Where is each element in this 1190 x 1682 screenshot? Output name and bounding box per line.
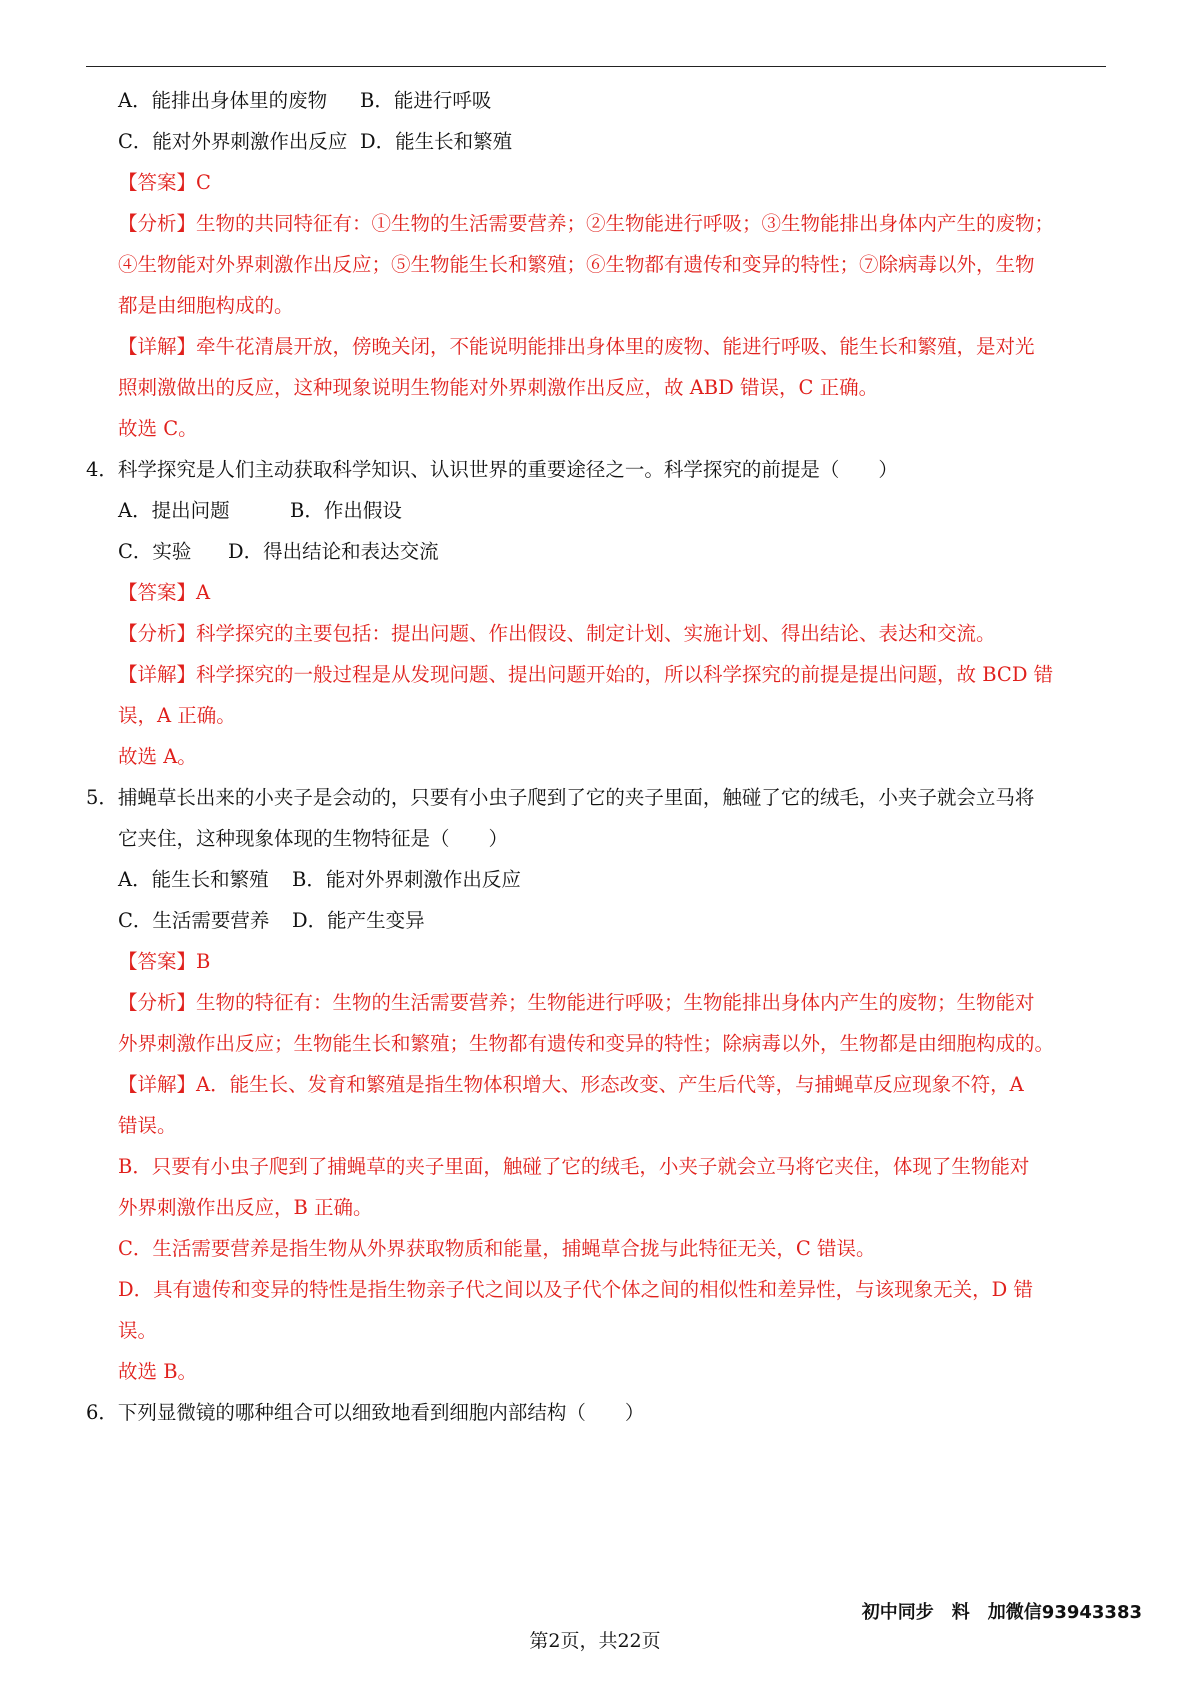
q3-option-a: A．能排出身体里的废物 [118,89,328,112]
q4-option-d: D．得出结论和表达交流 [228,540,439,563]
detail-tag: 【详解】 [118,335,197,358]
q5-stem-line-1: 5．捕蝇草长出来的小夹子是会动的，只要有小虫子爬到了它的夹子里面，触碰了它的绒毛，小夹子就会立马将 [86,786,1035,809]
q5-option-c: C．生活需要营养 [118,909,270,932]
q3-detail-line-2: 照刺激做出的反应，这种现象说明生物能对外界刺激作出反应，故 ABD 错误，C 正确。 [118,376,879,399]
header-rule [86,66,1106,67]
answer-value: C [196,171,211,194]
q5-option-d: D．能产生变异 [292,909,425,932]
q5-answer [86,941,1116,982]
q3-answer [86,162,1116,203]
q5-detail-line-1 [86,1064,1116,1105]
q5-detail-line-5: C．生活需要营养是指生物从外界获取物质和能量，捕蝇草合拢与此特征无关，C 错误。 [118,1237,876,1260]
q5-option-a: A．能生长和繁殖 [118,868,269,891]
q4-detail-line-1 [86,654,1116,695]
detail-text: A．能生长、发育和繁殖是指生物体积增大、形态改变、产生后代等，与捕蝇草反应现象不符，A [196,1073,1024,1096]
answer-value: B [196,950,211,973]
q3-options-row-2 [86,121,1116,162]
q4-options-row-1 [86,490,1116,531]
q5-analysis-line-2: 外界刺激作出反应；生物能生长和繁殖；生物都有遗传和变异的特性；除病毒以外，生物都是由细胞构成的。 [118,1032,1055,1055]
analysis-tag: 【分析】 [118,212,197,235]
answer-tag: 【答案】 [118,950,197,973]
detail-tag: 【详解】 [118,663,197,686]
q3-option-c: C．能对外界刺激作出反应 [118,130,348,153]
q4-options-row-2 [86,531,1116,572]
q3-conclusion: 故选 C。 [118,417,198,440]
analysis-tag: 【分析】 [118,622,197,645]
page-number: 第2页，共22页 [529,1630,661,1652]
q5-detail-line-3: B．只要有小虫子爬到了捕蝇草的夹子里面，触碰了它的绒毛，小夹子就会立马将它夹住，体现了生物能对 [118,1155,1030,1178]
q5-detail-line-7: 误。 [118,1319,158,1342]
q3-option-d: D．能生长和繁殖 [360,130,513,153]
q5-options-row-2 [86,900,1116,941]
q5-stem-line-2: 它夹住，这种现象体现的生物特征是（ ） [118,827,509,850]
footer-promo-note: 初中同步 料 加微信93943383 [861,1602,1142,1623]
q5-conclusion: 故选 B。 [118,1360,198,1383]
answer-tag: 【答案】 [118,171,197,194]
q4-answer [86,572,1116,613]
q4-stem: 4．科学探究是人们主动获取科学知识、认识世界的重要途径之一。科学探究的前提是（ ） [86,458,898,481]
q5-detail-line-4: 外界刺激作出反应，B 正确。 [118,1196,373,1219]
q4-detail-line-2: 误，A 正确。 [118,704,236,727]
q4-option-c: C．实验 [118,540,192,563]
q3-option-b: B．能进行呼吸 [360,89,492,112]
q4-conclusion: 故选 A。 [118,745,197,768]
q4-option-a: A．提出问题 [118,499,230,522]
q4-option-b: B．作出假设 [290,499,402,522]
document-body [86,80,1116,1433]
q3-options-row-1 [86,80,1116,121]
q5-detail-line-2: 错误。 [118,1114,177,1137]
analysis-text: 科学探究的主要包括：提出问题、作出假设、制定计划、实施计划、得出结论、表达和交流。 [196,622,996,645]
q6-stem: 6．下列显微镜的哪种组合可以细致地看到细胞内部结构（ ） [86,1401,645,1424]
detail-text: 科学探究的一般过程是从发现问题、提出问题开始的，所以科学探究的前提是提出问题，故 BCD 错 [196,663,1054,686]
q5-option-b: B．能对外界刺激作出反应 [292,868,521,891]
q4-analysis-line-1 [86,613,1116,654]
analysis-tag: 【分析】 [118,991,197,1014]
detail-tag: 【详解】 [118,1073,197,1096]
detail-text: 牵牛花清晨开放，傍晚关闭，不能说明能排出身体里的废物、能进行呼吸、能生长和繁殖，是对光 [196,335,1035,358]
q5-detail-line-6: D．具有遗传和变异的特性是指生物亲子代之间以及子代个体之间的相似性和差异性，与该现象无关，D 错 [118,1278,1033,1301]
q5-options-row-1 [86,859,1116,900]
q3-detail-line-1 [86,326,1116,367]
q3-analysis-line-1 [86,203,1116,244]
q3-analysis-line-2: ④生物能对外界刺激作出反应；⑤生物能生长和繁殖；⑥生物都有遗传和变异的特性；⑦除病毒以外，生物 [118,253,1035,276]
q5-analysis-line-1 [86,982,1116,1023]
analysis-text: 生物的特征有：生物的生活需要营养；生物能进行呼吸；生物能排出身体内产生的废物；生物能对 [196,991,1035,1014]
q3-analysis-line-3: 都是由细胞构成的。 [118,294,294,317]
answer-tag: 【答案】 [118,581,197,604]
analysis-text: 生物的共同特征有：①生物的生活需要营养；②生物能进行呼吸；③生物能排出身体内产生的废物； [196,212,1055,235]
answer-value: A [196,581,211,604]
